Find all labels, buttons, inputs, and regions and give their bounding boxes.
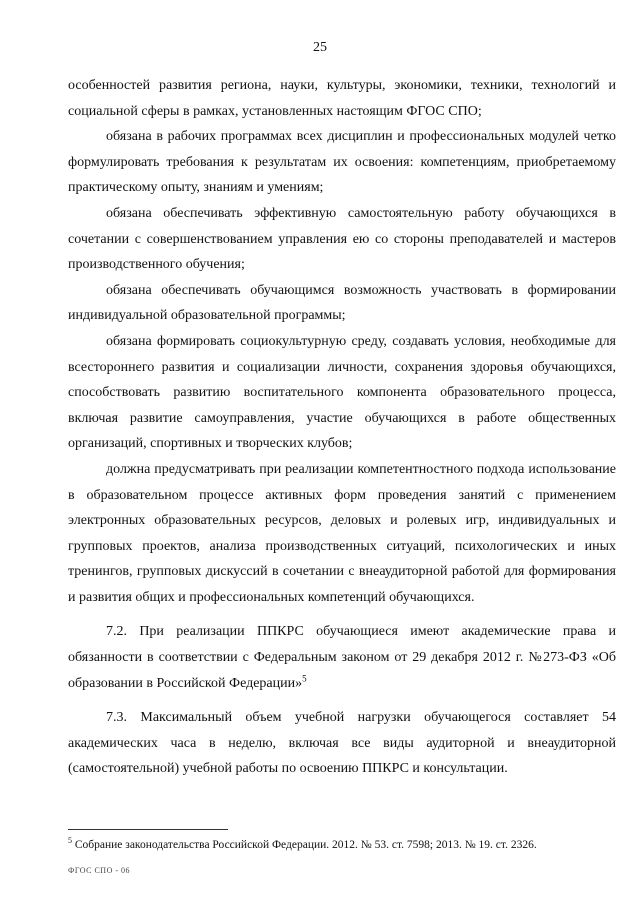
footnote-divider [68,829,228,830]
section-7-2 [68,619,616,696]
footnote-text: Собрание законодательства Российской Федерации. 2012. № 53. ст. 7598; 2013. № 19. ст. 2326. [72,839,537,851]
paragraph-independent-work: обязана обеспечивать эффективную самостоятельную работу обучающихся в сочетании с совершенствованием управления ею со стороны преподавателей и мастеров производственного обучения; [68,205,616,273]
footnote-reference: 5 [302,673,307,683]
paragraph-sociocultural-environment: обязана формировать социокультурную среду, создавать условия, необходимые для всестороннего развития и социализации личности, сохранения здоровья обучающихся, способствовать развитию воспитательного компонента образовательного процесса, включая развитие самоуправления, участие обучающихся в работе общественных организаций, спортивных и творческих клубов; [68,333,616,452]
paragraph-work-programs: обязана в рабочих программах всех дисциплин и профессиональных модулей четко формулировать требования к результатам их освоения: компетенциям, приобретаемому практическому опыту, знаниям и умениям; [68,129,616,196]
footnote [68,838,628,852]
document-code: ФГОС СПО - 06 [68,866,131,875]
document-body [68,73,616,782]
page-number: 25 [313,40,327,55]
paragraph-regional-development: особенностей развития региона, науки, культуры, экономики, техники, технологий и социальной сферы в рамках, установленных настоящим ФГОС СПО; [68,78,616,119]
paragraph-active-forms: должна предусматривать при реализации компетентностного подхода использование в образовательном процессе активных форм проведения занятий с применением электронных образовательных ресурсов, деловых и ролевых игр, индивидуальных и групповых проектов, анализа производственных ситуаций, психологических и иных тренингов, групповых дискуссий в сочетании с внеаудиторной работой для формирования и развития общих и профессиональных компетенций обучающихся. [68,461,616,605]
section-7-3: 7.3. Максимальный объем учебной нагрузки обучающегося составляет 54 академических часа в неделю, включая все виды аудиторной и внеаудиторной (самостоятельной) учебной работы по освоению ППКРС и консультации. [68,710,616,777]
section-7-2-text: 7.2. При реализации ППКРС обучающиеся имеют академические права и обязанности в соответствии с Федеральным законом от 29 декабря 2012 г. №273-ФЗ «Об образовании в Российской Федерации» [68,624,616,691]
paragraph-individual-program: обязана обеспечивать обучающимся возможность участвовать в формировании индивидуальной образовательной программы; [68,282,616,324]
footnote-marker: 5 [68,836,72,846]
